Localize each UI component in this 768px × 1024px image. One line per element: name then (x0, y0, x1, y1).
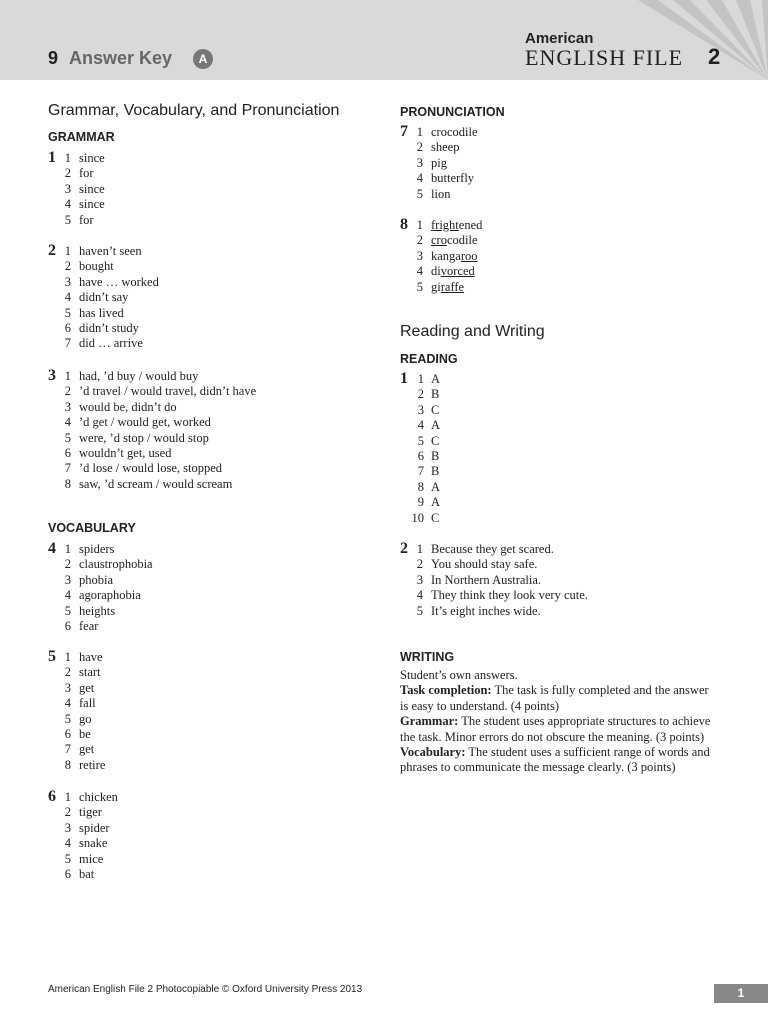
answer-text: have (79, 650, 103, 664)
answer-text: chicken (79, 790, 118, 804)
answer-row (48, 573, 348, 588)
answer-row (48, 151, 348, 166)
answer-row (400, 464, 720, 479)
writing-intro: Student’s own answers. (400, 668, 518, 682)
answer-number: 1 (64, 650, 71, 664)
answer-text: snake (79, 836, 108, 851)
answer-text: be (79, 726, 91, 741)
answer-text: fall (79, 696, 96, 711)
answer-row (48, 542, 348, 557)
writing-criteria (400, 668, 720, 776)
answer-row (48, 336, 348, 351)
answer-row (48, 306, 348, 321)
answer-text: C (431, 402, 440, 417)
answer-number: 4 (64, 290, 71, 305)
exercise-number: 3 (48, 367, 56, 384)
page-number: 1 (714, 984, 768, 1003)
answer-number: 1 (64, 244, 71, 258)
answer-row (400, 511, 720, 526)
answer-number: 3 (64, 181, 71, 196)
criterion-text: The task is fully completed and the answer is easy to understand. (4 points) (400, 683, 709, 713)
criterion-grammar (400, 714, 720, 745)
answer-number: 3 (417, 402, 424, 417)
answer-text: for (79, 166, 94, 181)
answer-text: didn’t say (79, 290, 129, 305)
answer-number: 3 (64, 399, 71, 414)
answer-text: bought (79, 259, 114, 274)
answer-text: wouldn’t get, used (79, 445, 172, 460)
criterion-label: Vocabulary: (400, 745, 466, 760)
answer-text: heights (79, 603, 116, 618)
answer-text: sheep (431, 140, 460, 155)
answer-number: 2 (417, 387, 424, 402)
answer-number: 5 (64, 212, 71, 227)
heading-vocabulary: VOCABULARY (48, 521, 136, 535)
answer-number: 6 (64, 445, 71, 460)
answer-number: 2 (64, 665, 71, 680)
answer-text: did … arrive (79, 336, 143, 351)
stressed-syllable: roo (460, 248, 478, 263)
answer-row (400, 418, 720, 433)
answer-text: phobia (79, 572, 114, 587)
unit-number: 9 (48, 48, 59, 68)
answer-number: 5 (64, 603, 71, 618)
criterion-vocabulary (400, 745, 720, 776)
answer-number: 1 (416, 542, 423, 556)
answer-number: 3 (416, 572, 423, 587)
heading-grammar: GRAMMAR (48, 130, 115, 144)
answer-number: 7 (64, 461, 71, 476)
answer-row (48, 790, 348, 805)
answer-row (400, 557, 720, 572)
answer-row (400, 542, 720, 557)
answer-row (48, 461, 348, 476)
answer-row (400, 233, 720, 248)
answer-number: 2 (416, 233, 423, 248)
brand-title: ENGLISH FILE (525, 45, 684, 70)
criterion-label: Task completion: (400, 683, 492, 698)
answer-number: 5 (416, 603, 423, 618)
answer-text: crocodile (431, 125, 478, 139)
answer-number: 1 (64, 369, 71, 383)
answer-number: 8 (417, 479, 424, 494)
answer-row (48, 650, 348, 665)
answer-text: B (431, 464, 440, 479)
answer-text: fear (79, 618, 99, 633)
answer-number: 3 (64, 572, 71, 587)
answer-row (48, 758, 348, 773)
answer-number: 5 (416, 279, 423, 294)
answer-row (400, 495, 720, 510)
answer-text: go (79, 711, 92, 726)
answer-row (48, 867, 348, 882)
answer-text: A (431, 479, 441, 494)
answer-row (48, 588, 348, 603)
answer-number: 4 (416, 171, 423, 186)
answer-text: haven’t seen (79, 244, 142, 258)
answer-row (48, 836, 348, 851)
answer-row (48, 244, 348, 259)
answer-number: 9 (417, 495, 424, 510)
answer-number: 10 (411, 510, 424, 525)
word-part: gi (431, 279, 441, 294)
answer-number: 2 (64, 557, 71, 572)
answer-row (400, 249, 720, 264)
answer-row (48, 477, 348, 492)
answer-row (400, 480, 720, 495)
answer-text: A (431, 418, 441, 433)
answer-number: 6 (64, 320, 71, 335)
answer-text: for (79, 212, 94, 227)
answer-row (48, 213, 348, 228)
answer-text: ’d get / would get, worked (79, 415, 211, 430)
section-title-gvp: Grammar, Vocabulary, and Pronunciation (48, 102, 340, 119)
answer-text: has lived (79, 305, 124, 320)
answer-number: 2 (64, 259, 71, 274)
answer-text: A (431, 372, 441, 386)
answer-row (400, 449, 720, 464)
answer-text: B (431, 387, 440, 402)
answer-row (48, 665, 348, 680)
answer-text: spider (79, 820, 110, 835)
answer-row (400, 140, 720, 155)
answer-text: get (79, 680, 95, 695)
answer-text: pig (431, 155, 447, 170)
answer-text: bat (79, 866, 95, 881)
answer-text: start (79, 665, 101, 680)
answer-text: since (79, 181, 105, 196)
answer-row (48, 321, 348, 336)
answer-number: 4 (416, 588, 423, 603)
brand-american: American (525, 30, 594, 47)
answer-number: 7 (64, 742, 71, 757)
answer-row (400, 171, 720, 186)
answer-text: had, ’d buy / would buy (79, 369, 199, 383)
answer-row (48, 275, 348, 290)
exercise-number: 2 (48, 242, 56, 259)
answer-number: 5 (64, 851, 71, 866)
answer-text: It’s eight inches wide. (431, 603, 541, 618)
answer-row (400, 187, 720, 202)
answer-number: 2 (416, 140, 423, 155)
answer-row (48, 431, 348, 446)
answer-number: 6 (64, 726, 71, 741)
answer-word (431, 233, 478, 248)
answer-number: 3 (416, 248, 423, 263)
answer-text: spiders (79, 542, 115, 556)
answer-text: agoraphobia (79, 588, 141, 603)
copyright-footer: American English File 2 Photocopiable © Oxford University Press 2013 (48, 984, 363, 995)
exercise-number: 7 (400, 123, 408, 140)
answer-text: B (431, 448, 440, 463)
answer-number: 4 (64, 696, 71, 711)
criterion-task (400, 683, 720, 714)
answer-row (48, 557, 348, 572)
answer-text: ’d travel / would travel, didn’t have (79, 384, 257, 399)
answer-row (48, 369, 348, 384)
answer-row (400, 156, 720, 171)
answer-number: 1 (64, 790, 71, 804)
answer-row (400, 372, 720, 387)
answer-row (48, 604, 348, 619)
answer-number: 4 (64, 588, 71, 603)
criterion-label: Grammar: (400, 714, 459, 729)
section-title-reading-writing: Reading and Writing (400, 323, 545, 340)
answer-row (48, 400, 348, 415)
answer-row (400, 403, 720, 418)
answer-text: would be, didn’t do (79, 399, 177, 414)
answer-row (48, 259, 348, 274)
answer-text: lion (431, 186, 451, 201)
answer-number: 7 (64, 336, 71, 351)
stressed-syllable: vorced (440, 264, 475, 279)
answer-text: You should stay safe. (431, 557, 538, 572)
answer-row (48, 290, 348, 305)
answer-text: butterfly (431, 171, 475, 186)
stressed-syllable: fright (431, 218, 459, 232)
brand-level: 2 (708, 44, 721, 69)
answer-number: 4 (64, 836, 71, 851)
answer-text: claustrophobia (79, 557, 153, 572)
exercise-number: 6 (48, 788, 56, 805)
answer-number: 8 (64, 757, 71, 772)
answer-number: 3 (64, 820, 71, 835)
answer-number: 5 (64, 711, 71, 726)
answer-number: 3 (416, 155, 423, 170)
answer-text: They think they look very cute. (431, 588, 588, 603)
answer-number: 5 (64, 305, 71, 320)
heading-writing: WRITING (400, 650, 455, 664)
answer-text: didn’t study (79, 320, 139, 335)
answer-row (400, 588, 720, 603)
answer-text: since (79, 197, 105, 212)
answer-word (431, 249, 478, 264)
answer-number: 1 (64, 542, 71, 556)
word-part: codile (446, 233, 478, 248)
answer-number: 4 (64, 197, 71, 212)
answer-text: Because they get scared. (431, 542, 554, 556)
answer-row (48, 852, 348, 867)
answer-number: 4 (64, 415, 71, 430)
word-part: ened (458, 218, 483, 232)
answer-number: 6 (64, 866, 71, 881)
answer-number: 1 (417, 372, 424, 386)
answer-row (400, 280, 720, 295)
answer-row (48, 197, 348, 212)
answer-text: get (79, 742, 95, 757)
answer-number: 4 (417, 418, 424, 433)
answer-number: 4 (416, 264, 423, 279)
answer-row (48, 182, 348, 197)
answer-text: have … worked (79, 274, 159, 289)
answer-row (48, 712, 348, 727)
answer-row (400, 264, 720, 279)
answer-number: 2 (64, 384, 71, 399)
answer-row (400, 387, 720, 402)
heading-reading: READING (400, 352, 458, 366)
answer-text: were, ’d stop / would stop (79, 430, 209, 445)
answer-row (400, 125, 720, 140)
answer-number: 3 (64, 680, 71, 695)
heading-pronunciation: PRONUNCIATION (400, 105, 505, 119)
stressed-syllable: cro (431, 233, 447, 248)
answer-text: C (431, 510, 440, 525)
answer-row (48, 821, 348, 836)
answer-number: 5 (64, 430, 71, 445)
answer-text: mice (79, 851, 104, 866)
answer-text: ’d lose / would lose, stopped (79, 461, 223, 476)
answer-number: 6 (417, 448, 424, 463)
answer-number: 5 (417, 433, 424, 448)
answer-number: 5 (416, 186, 423, 201)
criterion-text: The student uses appropriate structures to achieve the task. Minor errors do not obscure the meaning. (3 points) (400, 714, 711, 744)
answer-row (48, 696, 348, 711)
answer-word (431, 264, 475, 279)
answer-word (431, 218, 482, 233)
answer-row (400, 434, 720, 449)
answer-row (48, 742, 348, 757)
answer-number: 1 (416, 125, 423, 139)
stressed-syllable: raffe (440, 279, 465, 294)
answer-row (48, 166, 348, 181)
exercise-number: 2 (400, 540, 408, 557)
answer-text: since (79, 151, 105, 165)
answer-row (48, 727, 348, 742)
answer-number: 2 (416, 557, 423, 572)
answer-row (48, 415, 348, 430)
answer-text: tiger (79, 805, 102, 820)
answer-row (400, 604, 720, 619)
answer-number: 1 (64, 151, 71, 165)
answer-row (400, 573, 720, 588)
answer-row (400, 218, 720, 233)
exercise-number: 4 (48, 540, 56, 557)
answer-number: 3 (64, 274, 71, 289)
answer-text: C (431, 433, 440, 448)
word-part: kanga (431, 248, 461, 263)
answer-number: 2 (64, 805, 71, 820)
answer-word (431, 280, 464, 295)
answer-row (48, 619, 348, 634)
answer-row (48, 805, 348, 820)
version-badge: A (193, 49, 213, 69)
answer-number: 8 (64, 476, 71, 491)
answer-number: 7 (417, 464, 424, 479)
answer-row (48, 681, 348, 696)
criterion-text: The student uses a sufficient range of words and phrases to communicate the message clearly. (3 points) (400, 745, 710, 775)
exercise-number: 5 (48, 648, 56, 665)
answer-number: 1 (416, 218, 423, 232)
exercise-number: 1 (48, 149, 56, 166)
exercise-number: 8 (400, 216, 408, 233)
exercise-number: 1 (400, 370, 408, 387)
answer-number: 6 (64, 618, 71, 633)
answer-text: retire (79, 757, 106, 772)
answer-row (48, 446, 348, 461)
word-part: di (431, 264, 441, 279)
answer-text: saw, ’d scream / would scream (79, 476, 233, 491)
answer-row (48, 384, 348, 399)
answer-text: A (431, 495, 441, 510)
answer-number: 2 (64, 166, 71, 181)
page-header (0, 0, 768, 80)
page-title: Answer Key (69, 48, 173, 68)
answer-text: In Northern Australia. (431, 572, 542, 587)
